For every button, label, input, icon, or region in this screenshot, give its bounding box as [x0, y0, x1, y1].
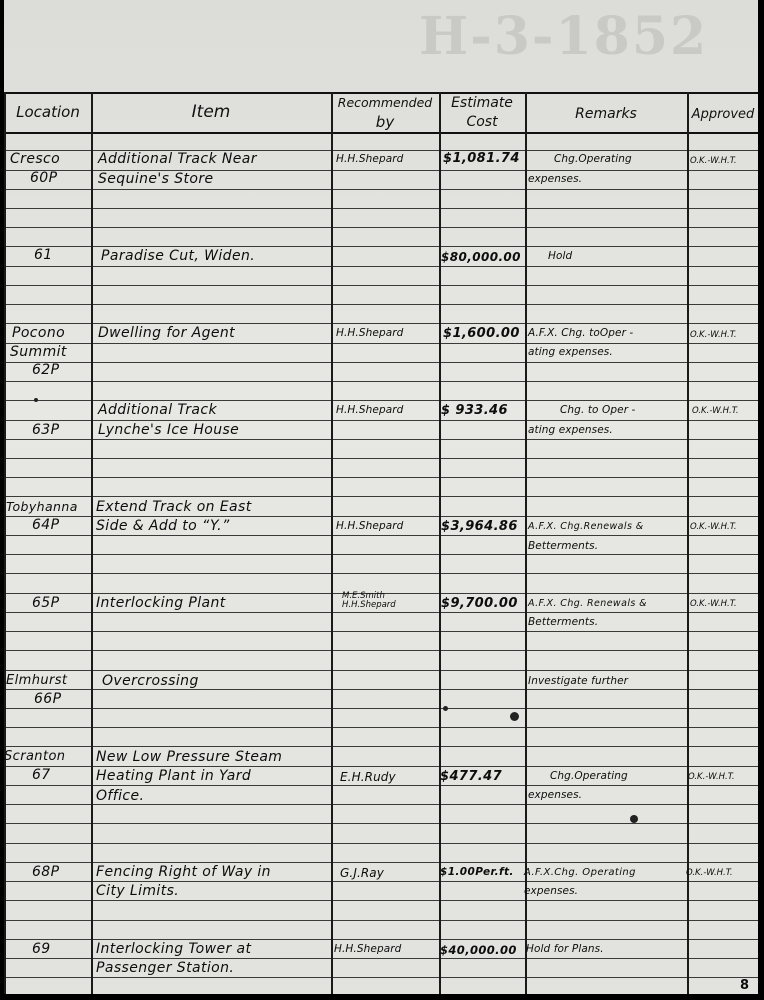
remarks-cell: A.F.X. Chg. toOper -: [528, 327, 634, 339]
rule: [4, 862, 758, 863]
rule: [4, 881, 758, 882]
rule: [4, 843, 758, 844]
approved-cell: O.K.-W.H.T.: [690, 599, 737, 609]
item-cell: New Low Pressure Steam: [96, 749, 283, 765]
approved-cell: O.K.-W.H.T.: [688, 772, 735, 782]
location-cell: 63P: [32, 422, 60, 438]
column-rule: [525, 92, 527, 994]
rule: [4, 343, 758, 344]
rule: [4, 132, 758, 134]
location-cell: 62P: [32, 362, 60, 378]
rule: [4, 458, 758, 459]
item-cell: Additional Track: [98, 402, 217, 418]
rule: [4, 323, 758, 324]
recommended-cell: H.H.Shepard: [336, 520, 404, 532]
location-cell: 65P: [32, 595, 60, 611]
rule: [4, 246, 758, 247]
location-cell: 61: [34, 247, 53, 263]
remarks-cell: Chg.Operating: [550, 770, 628, 782]
item-cell: Dwelling for Agent: [98, 325, 236, 341]
rule: [4, 208, 758, 209]
rule: [4, 920, 758, 921]
column-rule: [91, 92, 93, 994]
item-cell: Paradise Cut, Widen.: [101, 248, 256, 264]
ink-blot: [34, 398, 38, 402]
remarks-cell: A.F.X. Chg.Renewals &: [528, 521, 644, 532]
remarks-cell: expenses.: [528, 173, 583, 185]
item-cell: Side & Add to “Y.”: [96, 518, 230, 534]
approved-cell: O.K.-W.H.T.: [690, 330, 737, 340]
rule: [4, 939, 758, 940]
column-rule: [331, 92, 333, 994]
remarks-cell: Investigate further: [528, 675, 629, 687]
item-cell: Additional Track Near: [98, 151, 257, 167]
location-cell: 64P: [32, 517, 60, 533]
recommended-cell: H.H.Shepard: [336, 153, 404, 165]
rule: [4, 362, 758, 363]
rule: [4, 554, 758, 555]
ink-blot: [510, 712, 519, 721]
location-cell: Pocono: [12, 325, 66, 341]
estimate-cell: $ 933.46: [441, 403, 508, 418]
item-cell: City Limits.: [96, 883, 180, 899]
remarks-cell: Chg. to Oper -: [560, 404, 636, 416]
location-cell: Scranton: [4, 749, 66, 764]
recommended-cell: E.H.Rudy: [340, 770, 396, 784]
rule: [4, 439, 758, 440]
remarks-cell: Hold for Plans.: [526, 943, 604, 955]
page-number: 8: [740, 978, 750, 993]
rule: [4, 670, 758, 671]
rule: [4, 420, 758, 421]
rule: [4, 573, 758, 574]
item-cell: Extend Track on East: [96, 499, 252, 515]
remarks-cell: ating expenses.: [528, 346, 613, 358]
item-cell: Passenger Station.: [96, 960, 235, 976]
location-cell: Elmhurst: [6, 673, 68, 688]
rule: [4, 535, 758, 536]
estimate-cell: $80,000.00: [441, 250, 521, 264]
column-rule: [4, 92, 6, 994]
header-remarks: Remarks: [575, 106, 637, 122]
rule: [4, 977, 758, 978]
rule: [4, 631, 758, 632]
estimate-cell: $3,964.86: [441, 519, 518, 534]
rule: [4, 381, 758, 382]
remarks-cell: Betterments.: [528, 616, 599, 628]
item-cell: Office.: [96, 788, 145, 804]
rule: [4, 650, 758, 651]
approved-cell: O.K.-W.H.T.: [692, 406, 739, 416]
rule: [4, 823, 758, 824]
ledger-sheet: [4, 0, 758, 994]
remarks-cell: Chg.Operating: [554, 153, 632, 165]
location-cell: Cresco: [10, 151, 61, 167]
header-approved: Approved: [691, 107, 755, 122]
rule: [4, 804, 758, 805]
recommended-cell: H.H.Shepard: [334, 943, 402, 955]
estimate-cell: $9,700.00: [441, 596, 518, 611]
location-cell: 67: [32, 767, 51, 783]
recommended-cell: M.E.Smith H.H.Shepard: [342, 591, 396, 610]
watermark-text: H-3-1852: [419, 6, 709, 67]
rule: [4, 727, 758, 728]
header-recommended-line1: Recommended: [337, 95, 433, 110]
location-cell: 66P: [34, 691, 62, 707]
location-cell: Summit: [10, 344, 67, 360]
estimate-cell: $1,600.00: [443, 326, 520, 341]
rule: [4, 477, 758, 478]
rule: [4, 304, 758, 305]
remarks-cell: Hold: [548, 250, 573, 262]
rule: [4, 785, 758, 786]
item-cell: Interlocking Tower at: [96, 941, 252, 957]
remarks-cell: ating expenses.: [528, 424, 613, 436]
estimate-cell: $1,081.74: [443, 151, 520, 166]
remarks-cell: A.F.X.Chg. Operating: [524, 867, 636, 878]
item-cell: Lynche's Ice House: [98, 422, 240, 438]
item-cell: Sequine's Store: [98, 171, 214, 187]
rule: [4, 746, 758, 747]
remarks-cell: expenses.: [528, 789, 583, 801]
ink-blot: [630, 815, 638, 823]
item-cell: Overcrossing: [102, 673, 199, 689]
header-recommended-line2: by: [375, 113, 395, 131]
location-cell: 69: [32, 941, 51, 957]
rule: [4, 266, 758, 267]
item-cell: Fencing Right of Way in: [96, 864, 271, 880]
header-estimate-line1: Estimate: [451, 95, 513, 111]
estimate-cell: $477.47: [440, 769, 503, 784]
recommended-cell: H.H.Shepard: [336, 327, 404, 339]
rule: [4, 900, 758, 901]
column-rule: [439, 92, 441, 994]
rule: [4, 612, 758, 613]
rule: [4, 689, 758, 690]
ink-blot: [443, 706, 448, 711]
item-cell: Interlocking Plant: [96, 595, 226, 611]
rule: [4, 400, 758, 401]
rule: [4, 189, 758, 190]
location-cell: 68P: [32, 864, 60, 880]
header-estimate-line2: Cost: [466, 114, 498, 130]
recommended-cell: H.H.Shepard: [336, 404, 404, 416]
remarks-cell: Betterments.: [528, 540, 599, 552]
recommended-cell: G.J.Ray: [340, 866, 384, 880]
column-rule: [687, 92, 689, 994]
approved-cell: O.K.-W.H.T.: [690, 522, 737, 532]
rule: [4, 227, 758, 228]
header-location: Location: [16, 103, 80, 121]
header-item: Item: [191, 102, 231, 122]
item-cell: Heating Plant in Yard: [96, 768, 252, 784]
estimate-cell: $1.00Per.ft.: [440, 866, 514, 878]
rule: [4, 516, 758, 517]
remarks-cell: expenses.: [524, 885, 579, 897]
rule: [4, 708, 758, 709]
location-cell: Tobyhanna: [6, 499, 78, 514]
approved-cell: O.K.-W.H.T.: [690, 156, 737, 166]
rule: [4, 766, 758, 767]
location-cell: 60P: [30, 170, 58, 186]
rule: [4, 496, 758, 497]
rule: [4, 285, 758, 286]
remarks-cell: A.F.X. Chg. Renewals &: [528, 598, 647, 609]
rule: [4, 958, 758, 959]
approved-cell: O.K.-W.H.T.: [686, 868, 733, 878]
estimate-cell: $40,000.00: [440, 943, 517, 957]
